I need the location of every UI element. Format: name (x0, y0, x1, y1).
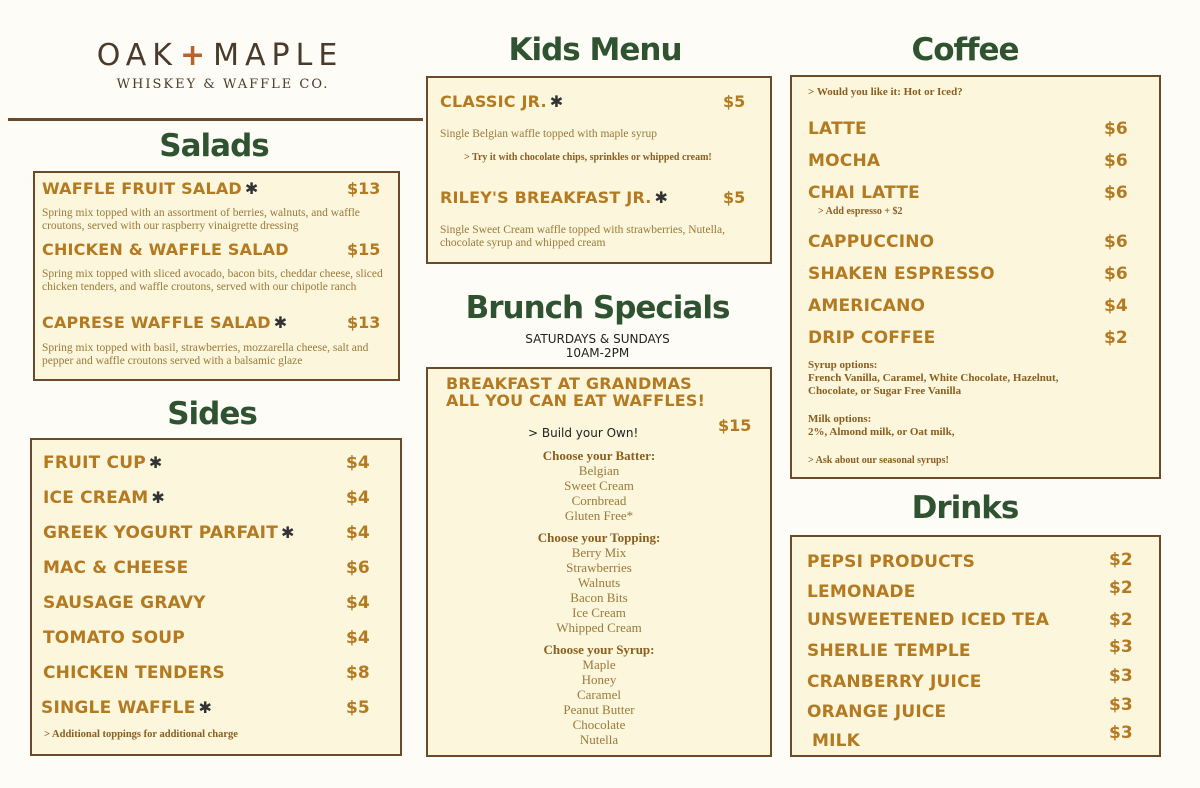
drink-item (807, 695, 1159, 722)
coffee-item-name: CHAI LATTE (808, 183, 920, 203)
salad-item-price: $13 (347, 179, 381, 198)
coffee-question: > Would you like it: Hot or Iced? (808, 86, 963, 98)
drinks-box (790, 535, 1161, 757)
side-item (43, 523, 400, 543)
side-item (41, 698, 400, 718)
topping-option: Ice Cream (572, 605, 626, 620)
brand-name (40, 38, 400, 73)
brunch-headline: BREAKFAST AT GRANDMAS (446, 374, 692, 393)
brunch-hours: 10AM-2PM (565, 346, 630, 360)
brand-name-left: OAK (96, 38, 178, 73)
kids-item-price: $5 (723, 188, 746, 207)
salad-item-price: $15 (347, 240, 381, 259)
side-item (43, 593, 400, 613)
side-item-name: TOMATO SOUP (43, 628, 185, 648)
coffee-item-price: $2 (1104, 328, 1128, 348)
drink-item-name: LEMONADE (807, 582, 916, 602)
kids-item (440, 188, 770, 207)
salad-item-name: WAFFLE FRUIT SALAD (42, 179, 242, 198)
milk-options-text: 2%, Almond milk, or Oat milk, (808, 426, 955, 438)
kids-item-name: CLASSIC JR. (440, 92, 547, 111)
kids-box (426, 76, 772, 264)
coffee-item-price: $6 (1104, 183, 1128, 203)
syrup-option: Caramel (576, 687, 622, 702)
topping-heading: Choose your Topping: (537, 530, 661, 545)
topping-option: Strawberries (566, 560, 632, 575)
drinks-heading: Drinks (911, 490, 1019, 526)
drink-item-price: $2 (1109, 610, 1133, 630)
coffee-item (808, 264, 1159, 284)
drink-item (807, 666, 1159, 692)
topping-section (428, 530, 770, 635)
drink-item (807, 637, 1159, 661)
brunch-build: > Build your Own! (528, 426, 639, 440)
side-item-name: MAC & CHEESE (43, 558, 189, 578)
coffee-heading: Coffee (911, 32, 1019, 68)
sides-note: > Additional toppings for additional charge (44, 729, 238, 740)
kids-item-price: $5 (723, 92, 746, 111)
syrup-heading: Choose your Syrup: (543, 642, 655, 657)
side-item-price: $5 (346, 698, 370, 718)
asterisk-icon: ✱ (549, 92, 564, 111)
drink-item (812, 723, 1159, 751)
coffee-item (808, 296, 1159, 316)
side-item-price: $4 (346, 488, 370, 508)
asterisk-icon: ✱ (281, 523, 295, 542)
drink-item-name: PEPSI PRODUCTS (807, 552, 976, 572)
syrup-option: Maple (582, 657, 616, 672)
sides-heading: Sides (167, 396, 257, 432)
coffee-box (790, 75, 1161, 479)
coffee-item (808, 183, 1159, 203)
drink-item (807, 578, 1159, 602)
kids-item (440, 92, 770, 111)
side-item-name: SAUSAGE GRAVY (43, 593, 206, 613)
brunch-box (426, 367, 772, 757)
topping-option: Walnuts (577, 575, 621, 590)
kids-item-desc: Single Belgian waffle topped with maple syrup (440, 128, 657, 140)
brand-logo (40, 38, 400, 92)
salad-item (42, 179, 398, 198)
asterisk-icon: ✱ (198, 698, 212, 717)
side-item-price: $4 (346, 453, 370, 473)
side-item-name: GREEK YOGURT PARFAIT (43, 523, 279, 543)
coffee-item-price: $6 (1104, 232, 1128, 252)
coffee-item-price: $6 (1104, 119, 1128, 139)
chai-note: > Add espresso + $2 (818, 206, 903, 217)
syrup-option: Chocolate (572, 717, 626, 732)
batter-option: Belgian (578, 463, 620, 478)
asterisk-icon: ✱ (654, 188, 668, 207)
coffee-item (808, 119, 1159, 139)
salad-item (42, 313, 398, 332)
side-item-price: $8 (346, 663, 370, 683)
drink-item-name: ORANGE JUICE (807, 702, 947, 722)
side-item (43, 628, 400, 648)
drink-item (807, 552, 1159, 572)
brunch-days: SATURDAYS & SUNDAYS (525, 332, 670, 346)
batter-option: Gluten Free* (564, 508, 634, 523)
plus-icon: + (179, 38, 212, 73)
coffee-item-name: SHAKEN ESPRESSO (808, 264, 995, 284)
kids-item-note: > Try it with chocolate chips, sprinkles or whipped cream! (464, 152, 712, 163)
coffee-item-name: LATTE (808, 119, 867, 139)
drink-item-name: SHERLIE TEMPLE (807, 641, 971, 661)
brand-divider (8, 118, 423, 121)
drink-item-price: $3 (1109, 666, 1133, 686)
asterisk-icon: ✱ (148, 453, 163, 472)
brunch-heading: Brunch Specials (465, 290, 730, 326)
topping-option: Whipped Cream (556, 620, 642, 635)
side-item-name: ICE CREAM (43, 488, 149, 508)
brand-name-right: MAPLE (213, 38, 344, 73)
coffee-item-name: MOCHA (808, 151, 881, 171)
salad-item-name: CAPRESE WAFFLE SALAD (42, 313, 271, 332)
drink-item-price: $3 (1109, 723, 1133, 743)
kids-item-desc: Single Sweet Cream waffle topped with strawberries, Nutella, chocolate syrup and whipped cream (440, 224, 725, 249)
side-item (43, 488, 400, 508)
drink-item-name: UNSWEETENED ICED TEA (807, 610, 1050, 630)
topping-option: Berry Mix (571, 545, 627, 560)
salad-item-desc: Spring mix topped with sliced avocado, bacon bits, cheddar cheese, sliced chicken tenders, and waffle croutons, served with our chipotle ranch (42, 268, 383, 293)
batter-section (428, 448, 770, 523)
syrup-section (428, 642, 770, 747)
coffee-item-name: DRIP COFFEE (808, 328, 936, 348)
side-item-price: $4 (346, 523, 370, 543)
sides-box (30, 438, 402, 756)
side-item-price: $6 (346, 558, 370, 578)
coffee-item-price: $6 (1104, 151, 1128, 171)
salads-box (33, 171, 400, 381)
drink-item-name: CRANBERRY JUICE (807, 672, 982, 692)
syrup-option: Nutella (579, 732, 619, 747)
seasonal-note: > Ask about our seasonal syrups! (808, 455, 949, 466)
drink-item-price: $2 (1109, 550, 1133, 570)
batter-option: Sweet Cream (564, 478, 634, 493)
side-item (43, 453, 400, 473)
asterisk-icon: ✱ (273, 313, 288, 332)
coffee-item-name: AMERICANO (808, 296, 926, 316)
drink-item-price: $2 (1109, 578, 1133, 598)
side-item-price: $4 (346, 628, 370, 648)
batter-option: Cornbread (571, 493, 627, 508)
salad-item-desc: Spring mix topped with basil, strawberries, mozzarella cheese, salt and pepper and waffle croutons served with a balsamic glaze (42, 342, 369, 367)
drink-item-price: $3 (1109, 695, 1133, 715)
syrup-option: Honey (581, 672, 617, 687)
brunch-price: $15 (718, 416, 752, 435)
kids-item-name: RILEY'S BREAKFAST JR. (440, 188, 652, 207)
side-item-name: FRUIT CUP (43, 453, 146, 473)
coffee-item (808, 151, 1159, 171)
side-item-price: $4 (346, 593, 370, 613)
salad-item (42, 240, 398, 259)
batter-heading: Choose your Batter: (542, 448, 656, 463)
side-item-name: SINGLE WAFFLE (41, 698, 196, 718)
asterisk-icon: ✱ (151, 488, 165, 507)
milk-options-heading: Milk options: (808, 413, 872, 425)
asterisk-icon: ✱ (244, 179, 259, 198)
syrup-options-heading: Syrup options: (808, 359, 878, 371)
drink-item-price: $3 (1109, 637, 1133, 657)
coffee-item-name: CAPPUCCINO (808, 232, 935, 252)
drink-item (807, 610, 1159, 630)
coffee-item (808, 328, 1159, 348)
salad-item-name: CHICKEN & WAFFLE SALAD (42, 240, 289, 259)
salad-item-desc: Spring mix topped with an assortment of berries, walnuts, and waffle croutons, served with our raspberry vinaigrette dressing (42, 207, 360, 232)
topping-option: Bacon Bits (570, 590, 628, 605)
syrup-option: Peanut Butter (563, 702, 635, 717)
side-item (43, 558, 400, 578)
kids-heading: Kids Menu (508, 32, 682, 68)
salads-heading: Salads (159, 128, 269, 164)
side-item-name: CHICKEN TENDERS (43, 663, 225, 683)
coffee-item-price: $6 (1104, 264, 1128, 284)
coffee-item-price: $4 (1104, 296, 1128, 316)
syrup-options-text: French Vanilla, Caramel, White Chocolate, Hazelnut, Chocolate, or Sugar Free Vanilla (808, 372, 1059, 397)
side-item (43, 663, 400, 683)
drink-item-name: MILK (812, 731, 861, 751)
coffee-item (808, 232, 1159, 252)
brunch-headline: ALL YOU CAN EAT WAFFLES! (446, 391, 706, 410)
brand-tagline: WHISKEY & WAFFLE CO. (116, 77, 330, 92)
salad-item-price: $13 (347, 313, 381, 332)
